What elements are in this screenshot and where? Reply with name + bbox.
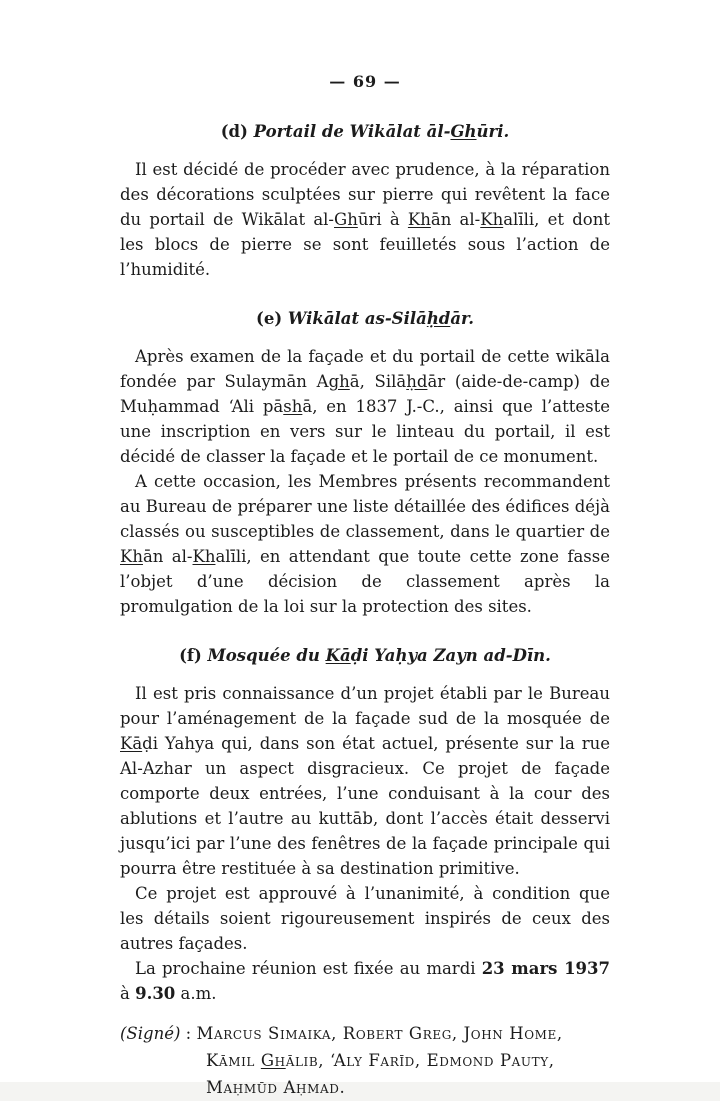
paragraph: A cette occasion, les Membres présents recommandent au Bureau de préparer une liste détaillée des édifices déjà classés ou susceptibles de classement, dans le quartier de Khān al-Khalīli, en attendant que toute cette zone fasse l’objet d’une décision de classement après la promulgation de la loi sur la protection des sites. [120, 472, 610, 616]
paragraph: Il est pris connaissance d’un projet établi par le Bureau pour l’aménagement de la façade sud de la mosquée de Kāḍi Yahya qui, dans son état actuel, présente sur la rue Al-Azhar un aspect disgracieux. Ce projet de façade comporte deux entrées, l’une conduisant à la cour des ablutions et l’autre au kuttāb, dont l’accès était desservi jusqu’ici par l’une des fenêtres de la façade principale qui pourra être restituée à sa destination primitive. [120, 684, 610, 878]
section-heading-e: (e) Wikālat as-Silāḥdār. [256, 309, 474, 328]
section-d [120, 121, 610, 282]
paragraph: Après examen de la façade et du portail de cette wikāla fondée par Sulaymān Aghā, Silāḥdār (aide-de-camp) de Muḥammad ‘Ali pāshā, en 1837 J.-C., ainsi que l’atteste une inscription en vers sur le linteau du portail, il est décidé de classer la façade et le portail de ce monument. [120, 347, 610, 466]
section-f [120, 645, 610, 1006]
page-number: — 69 — [329, 72, 401, 91]
signature-block: (Signé) : Marcus Simaika, Robert Greg, John Home, Kāmil Ghālib, ‘Aly Farīd, Edmond Pauty, Maḥmūd Aḥmad. [120, 1024, 563, 1097]
section-heading-d: (d) Portail de Wikālat āl-Ghūri. [220, 122, 510, 141]
paragraph: La prochaine réunion est fixée au mardi 23 mars 1937 à 9.30 a.m. [120, 959, 610, 1003]
section-heading-f: (f) Mosquée du Kāḍi Yaḥya Zayn ad-Dīn. [179, 646, 551, 665]
section-e [120, 308, 610, 619]
paragraph: Il est décidé de procéder avec prudence, à la réparation des décorations sculptées sur pierre qui revêtent la face du portail de Wikālat al-Ghūri à Khān al-Khalīli, et dont les blocs de pierre se sont feuilletés sous l’action de l’humidité. [120, 160, 610, 279]
paragraph: Ce projet est approuvé à l’unanimité, à condition que les détails soient rigoureusement inspirés de ceux des autres façades. [120, 884, 610, 953]
